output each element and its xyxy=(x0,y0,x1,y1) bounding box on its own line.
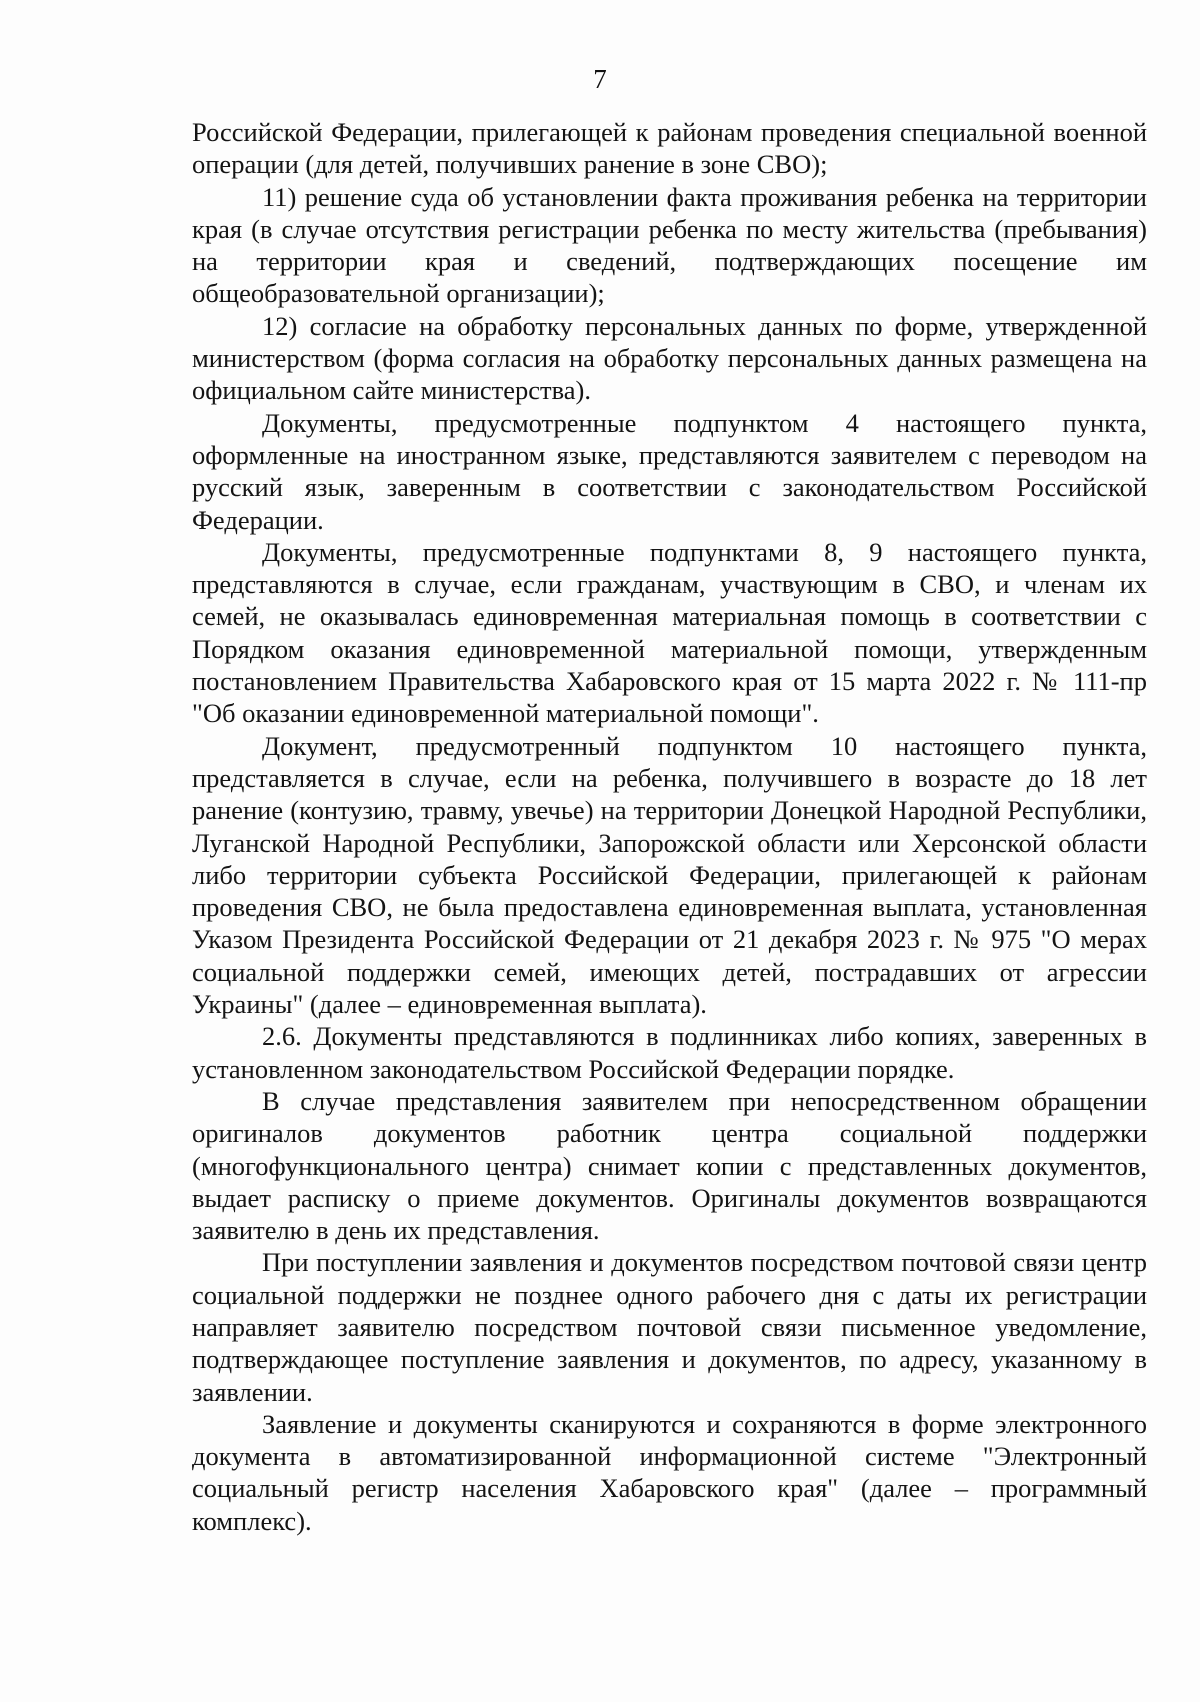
paragraph-item-11: 11) решение суда об установлении факта проживания ребенка на территории края (в случае отсутствия регистрации ребенка по месту жительства (пребывания) на территории края и сведений, подтверждающих посещение им общеобразовательной организации); xyxy=(192,181,1147,309)
paragraph-2-6: 2.6. Документы представляются в подлинниках либо копиях, заверенных в установленном законодательством Российской Федерации порядке. xyxy=(192,1021,1147,1084)
paragraph-material-aid: Документы, предусмотренные подпунктами 8, 9 настоящего пункта, представляются в случае, если гражданам, участвующим в СВО, и членам их семей, не оказывалась единовременная материальная помощь в соответствии с Порядком оказания единовременной материальной помощи, утвержденным постановлением Правительства Хабаровского края от 15 марта 2022 г. № 111-пр "Об оказании единовременной материальной помощи". xyxy=(192,536,1147,729)
page-number: 7 xyxy=(593,64,607,94)
paragraph-originals: В случае представления заявителем при непосредственном обращении оригиналов документов работник центра социальной поддержки (многофункционального центра) снимает копии с представленных документов, выдает расписку о приеме документов. Оригиналы документов возвращаются заявителю в день их представления. xyxy=(192,1085,1147,1246)
document-body xyxy=(192,116,1147,1537)
paragraph-foreign-docs: Документы, предусмотренные подпунктом 4 настоящего пункта, оформленные на иностранном языке, представляются заявителем с переводом на русский язык, заверенным в соответствии с законодательством Российской Федерации. xyxy=(192,407,1147,535)
paragraph-one-time-payment: Документ, предусмотренный подпунктом 10 настоящего пункта, представляется в случае, если на ребенка, получившего в возрасте до 18 лет ранение (контузию, травму, увечье) на территории Донецкой Народной Республики, Луганской Народной Республики, Запорожской области или Херсонской области либо территории субъекта Российской Федерации, прилегающей к районам проведения СВО, не была предоставлена единовременная выплата, установленная Указом Президента Российской Федерации от 21 декабря 2023 г. № 975 "О мерах социальной поддержки семей, имеющих детей, пострадавших от агрессии Украины" (далее – единовременная выплата). xyxy=(192,730,1147,1020)
paragraph-continuation: Российской Федерации, прилегающей к районам проведения специальной военной операции (для детей, получивших ранение в зоне СВО); xyxy=(192,117,1147,180)
paragraph-item-12: 12) согласие на обработку персональных данных по форме, утвержденной министерством (форма согласия на обработку персональных данных размещена на официальном сайте министерства). xyxy=(192,310,1147,406)
paragraph-scanning: Заявление и документы сканируются и сохраняются в форме электронного документа в автоматизированной информационной системе "Электронный социальный регистр населения Хабаровского края" (далее – программный комплекс). xyxy=(192,1408,1147,1536)
paragraph-postal: При поступлении заявления и документов посредством почтовой связи центр социальной поддержки не позднее одного рабочего дня с даты их регистрации направляет заявителю посредством почтовой связи письменное уведомление, подтверждающее поступление заявления и документов, по адресу, указанному в заявлении. xyxy=(192,1247,1147,1407)
